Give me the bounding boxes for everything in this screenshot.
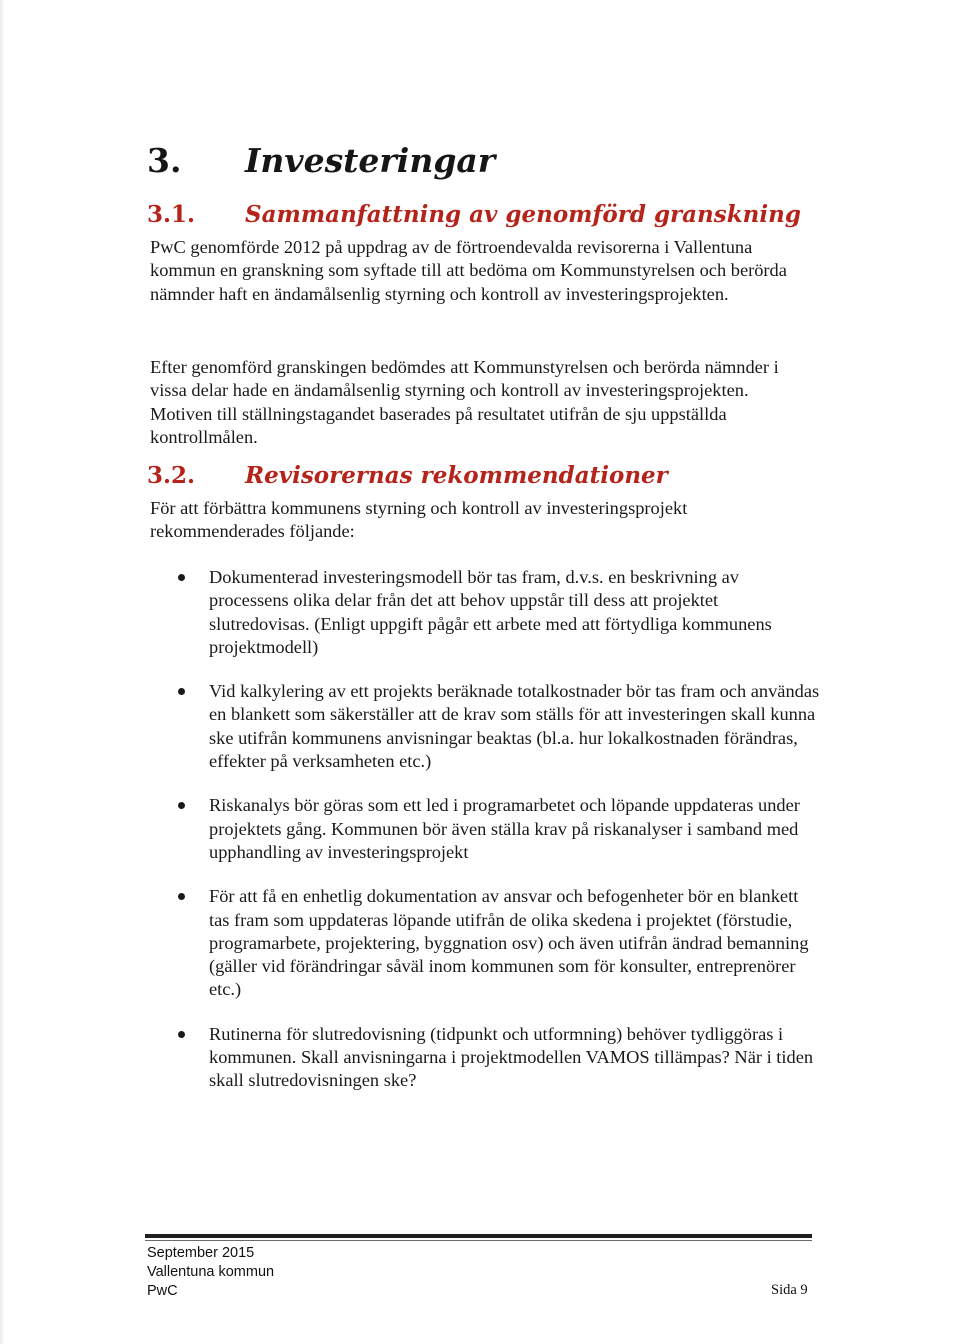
list-item-text: Rutinerna för slutredovisning (tidpunkt och utformning) behöver tydliggöras i kommunen. Skall anvisningarna i projektmodellen VAMOS tillämpas? När i tiden skall slutredovisningen ske?	[209, 1023, 814, 1091]
section-heading-summary	[147, 201, 801, 228]
chapter-heading	[147, 141, 495, 180]
list-item	[150, 566, 820, 659]
bullet-icon	[178, 1031, 185, 1038]
section-number: 3.2.	[147, 462, 196, 489]
list-item	[150, 794, 820, 864]
section-title: Revisorernas rekommendationer	[245, 462, 668, 489]
recommendations-list	[150, 566, 820, 1093]
bullet-icon	[178, 893, 185, 900]
chapter-number: 3.	[147, 141, 182, 180]
footer-organization: Vallentuna kommun	[147, 1264, 275, 1280]
list-item	[150, 680, 820, 773]
recommendations-intro: För att förbättra kommunens styrning och kontroll av investeringsprojekt rekommenderades följande:	[150, 498, 688, 542]
bullet-icon	[178, 802, 185, 809]
chapter-title: Investeringar	[245, 141, 496, 180]
footer-divider	[145, 1234, 812, 1238]
page-edge	[0, 0, 4, 1344]
footer-date: September 2015	[147, 1245, 255, 1261]
footer-divider-thin	[145, 1240, 812, 1241]
summary-paragraph-1: PwC genomförde 2012 på uppdrag av de förtroendevalda revisorerna i Vallentuna kommun en granskning som syftade till att bedöma om Kommunstyrelsen och berörda nämnder haft en ändamålsenlig styrning och kontroll av investeringsprojekten.	[150, 237, 787, 304]
list-item-text: Vid kalkylering av ett projekts beräknade totalkostnader bör tas fram och användas en blankett som säkerställer att de krav som ställs för att investeringen skall kunna ske utifrån kommunens anvisningar beaktas (bl.a. hur lokalkostnaden förändras, effekter på verksamheten etc.)	[209, 681, 820, 772]
section-title: Sammanfattning av genomförd granskning	[245, 201, 801, 228]
list-item-text: Riskanalys bör göras som ett led i programarbetet och löpande uppdateras under projektets gång. Kommunen bör även ställa krav på riskanalyser i samband med upphandling av investeringsprojekt	[209, 795, 800, 862]
section-heading-recommendations	[147, 462, 668, 489]
list-item-text: Dokumenterad investeringsmodell bör tas fram, d.v.s. en beskrivning av processens olika delar från det att behov uppstår till dess att projektet slutredovisas. (Enligt uppgift pågår ett arbete med att förtydliga kommunens projektmodell)	[209, 567, 772, 657]
list-item	[150, 1023, 820, 1093]
footer-company: PwC	[147, 1283, 178, 1299]
list-item	[150, 885, 820, 1001]
page-number: Sida 9	[771, 1282, 808, 1298]
bullet-icon	[178, 574, 185, 581]
footer	[147, 1244, 274, 1301]
section-number: 3.1.	[147, 201, 196, 228]
list-item-text: För att få en enhetlig dokumentation av ansvar och befogenheter bör en blankett tas fram som uppdateras löpande utifrån de olika skedena i projektet (förstudie, programarbete, projektering, byggnation osv) och även utifrån ändrad bemanning (gäller vid förändringar såväl inom kommunen som för konsulter, entreprenörer etc.)	[209, 886, 809, 1000]
summary-paragraph-2: Efter genomförd granskingen bedömdes att Kommunstyrelsen och berörda nämnder i vissa delar hade en ändamålsenlig styrning och kontroll av investeringsprojekten. Motiven till ställningstagandet baserades på resultatet utifrån de sju uppställda kontrollmålen.	[150, 357, 779, 447]
bullet-icon	[178, 688, 185, 695]
